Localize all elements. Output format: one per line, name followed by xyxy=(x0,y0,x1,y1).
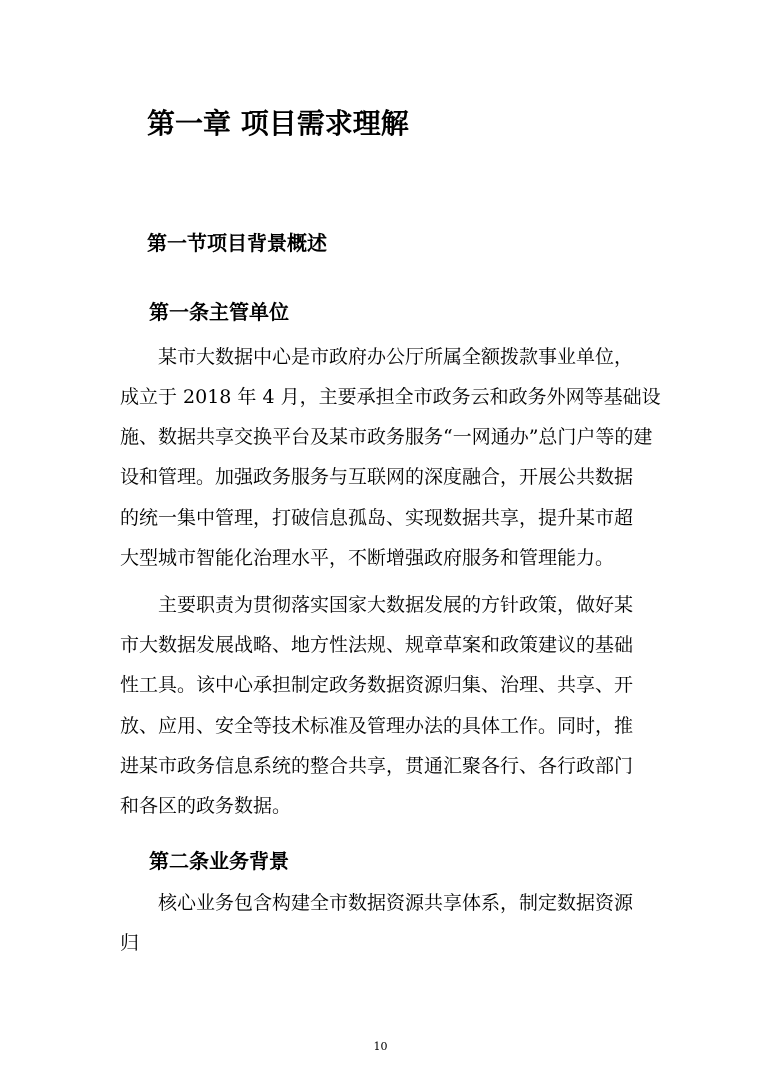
article-heading: 第一条主管单位 xyxy=(149,300,289,324)
paragraph-line: 设和管理。加强政务服务与互联网的深度融合，开展公共数据 xyxy=(120,466,634,488)
paragraph-line: 大型城市智能化治理水平，不断增强政府服务和管理能力。 xyxy=(120,547,615,569)
paragraph-line: 归 xyxy=(120,932,140,954)
paragraph-line: 和各区的政务数据。 xyxy=(120,795,292,817)
chapter-title: 第一章 项目需求理解 xyxy=(147,107,409,140)
paragraph-line: 的统一集中管理，打破信息孤岛、实现数据共享，提升某市超 xyxy=(120,507,634,529)
paragraph-line: 市大数据发展战略、地方性法规、规章草案和政策建议的基础 xyxy=(120,634,634,656)
article-heading: 第二条业务背景 xyxy=(149,849,289,873)
paragraph-line: 性工具。该中心承担制定政务数据资源归集、治理、共享、开 xyxy=(120,674,634,696)
paragraph-line: 核心业务包含构建全市数据资源共享体系，制定数据资源 xyxy=(158,892,634,914)
paragraph-line: 成立于 2018 年 4 月，主要承担全市政务云和政务外网等基础设 xyxy=(120,386,661,408)
paragraph-line: 进某市政务信息系统的整合共享，贯通汇聚各行、各行政部门 xyxy=(120,755,634,777)
page-number: 10 xyxy=(373,1040,388,1053)
section-title: 第一节项目背景概述 xyxy=(147,231,327,255)
paragraph-line: 放、应用、安全等技术标准及管理办法的具体工作。同时，推 xyxy=(120,715,634,737)
paragraph-line: 施、数据共享交换平台及某市政务服务“一网通办”总门户等的建 xyxy=(120,426,653,448)
paragraph-line: 某市大数据中心是市政府办公厅所属全额拨款事业单位， xyxy=(158,346,634,368)
paragraph-line: 主要职责为贯彻落实国家大数据发展的方针政策，做好某 xyxy=(158,594,634,616)
